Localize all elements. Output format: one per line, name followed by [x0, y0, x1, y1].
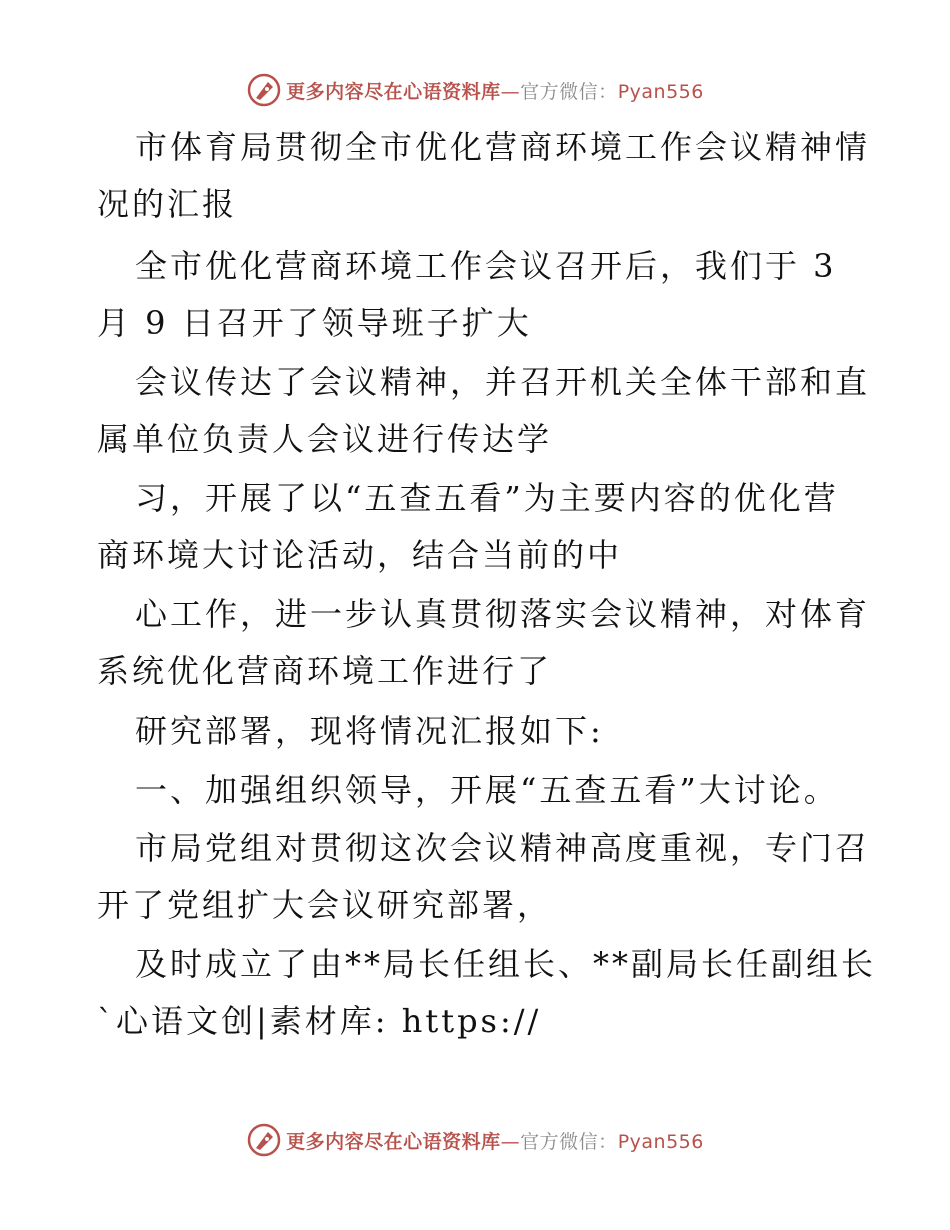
doc-line-title-1: 市体育局贯彻全市优化营商环境工作会议精神情 [135, 128, 871, 166]
doc-line-6: 属单位负责人会议进行传达学 [97, 420, 553, 458]
banner-wechat-id: Pyan556 [617, 80, 704, 103]
doc-line-11: 研究部署，现将情况汇报如下: [135, 712, 604, 750]
doc-line-9: 心工作，进一步认真贯彻落实会议精神，对体育 [135, 595, 871, 633]
banner-dash: — [500, 80, 521, 103]
doc-line-3: 全市优化营商环境工作会议召开后，我们于 3 [135, 247, 837, 285]
banner-brand: 更多内容尽在心语资料库 [286, 80, 501, 103]
banner-brand: 更多内容尽在心语资料库 [286, 1130, 501, 1153]
banner-dash: — [500, 1130, 521, 1153]
banner-text [286, 1127, 704, 1154]
doc-line-15: 及时成立了由**局长任组长、**副局长任副组长 [135, 945, 877, 983]
doc-line-14: 开了党组扩大会议研究部署， [97, 886, 553, 924]
doc-line-5: 会议传达了会议精神，并召开机关全体干部和直 [135, 363, 871, 401]
doc-line-7: 习，开展了以“五查五看”为主要内容的优化营 [135, 479, 839, 517]
banner-official: 官方微信： [520, 80, 618, 103]
doc-line-12: 一、加强组织领导，开展“五查五看”大讨论。 [135, 771, 839, 809]
doc-line-16: `心语文创|素材库: https:// [97, 1002, 542, 1040]
pen-nib-logo-icon [246, 1122, 282, 1158]
doc-line-title-2: 况的汇报 [97, 185, 238, 223]
doc-line-13: 市局党组对贯彻这次会议精神高度重视，专门召 [135, 829, 871, 867]
footer-banner [0, 1120, 950, 1160]
doc-line-10: 系统优化营商环境工作进行了 [97, 652, 553, 690]
doc-line-8: 商环境大讨论活动，结合当前的中 [97, 536, 623, 574]
banner-official: 官方微信： [520, 1130, 618, 1153]
banner-wechat-id: Pyan556 [617, 1130, 704, 1153]
doc-line-4: 月 9 日召开了领导班子扩大 [97, 304, 532, 342]
